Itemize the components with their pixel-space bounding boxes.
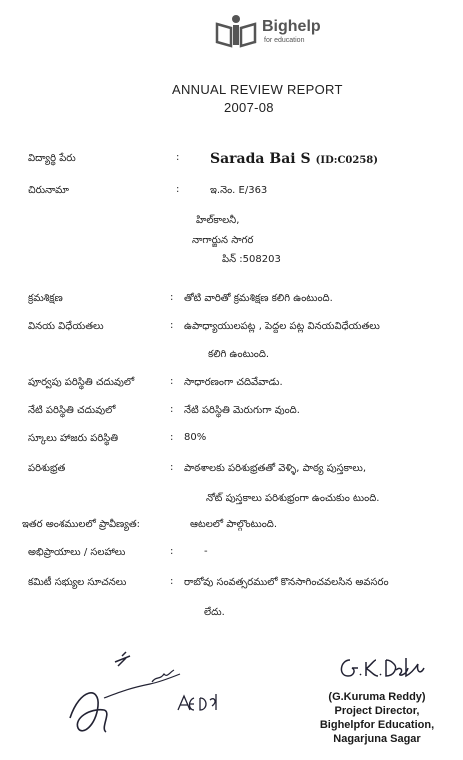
colon: :: [170, 462, 174, 473]
obedience-label: వినయ విధేయతలు: [28, 321, 104, 332]
colon: :: [170, 546, 174, 557]
address-line: పిన్ :508203: [222, 254, 281, 265]
signatory-org: Bighelpfor Education,: [319, 719, 435, 731]
signatory-place: Nagarjuna Sagar: [333, 733, 421, 745]
address-label: చిరునామా: [28, 185, 69, 196]
colon: :: [170, 320, 174, 331]
signatory-name: (G.Kuruma Reddy): [328, 691, 426, 703]
logo: [214, 14, 334, 52]
address-line: హిల్‌కాలనీ,: [196, 215, 240, 226]
attendance-label: స్కూలు హాజరు పరిస్థితి: [28, 433, 119, 444]
hygiene-value: పాఠశాలకు పరిశుభ్రతతో వెళ్ళి, పాఠ్య పుస్తకాలు,: [184, 463, 367, 474]
student-id: (ID:C0258): [315, 155, 378, 166]
hygiene-value-cont: నోట్ పుస్తకాలు పరిశుభ్రంగా ఉంచుకుం టుంది.: [206, 493, 380, 504]
signatory-title: Project Director,: [334, 705, 420, 717]
handwritten-signature-right: [336, 654, 426, 684]
address-line: ఇ.నెం. E/363: [210, 185, 268, 196]
opinions-value: -: [204, 546, 208, 557]
logo-name: Bighelp: [262, 18, 321, 35]
colon: :: [170, 292, 174, 303]
opinions-label: అభిప్రాయాలు / సలహాలు: [28, 547, 126, 558]
current-study-value: నేటి పరిస్థితి మెరుగుగా వుంది.: [184, 405, 300, 416]
handwritten-signature-left: [60, 648, 220, 740]
past-study-value: సాధారణంగా చదివేవాడు.: [184, 377, 283, 388]
current-study-label: నేటి పరిస్థితి చదువులో: [28, 405, 116, 416]
past-study-label: పూర్వపు పరిస్థితి చదువులో: [28, 377, 135, 388]
colon: :: [170, 376, 174, 387]
committee-label: కమిటీ సభ్యుల సూచనలు: [28, 577, 127, 588]
report-year: 2007-08: [224, 100, 274, 115]
student-name-line: [210, 148, 378, 167]
discipline-value: తోటి వారితో క్రమశిక్షణ కలిగి ఉంటుంది.: [184, 293, 333, 304]
colon: :: [176, 184, 180, 195]
colon: :: [176, 152, 180, 163]
obedience-value-cont: కలిగి ఉంటుంది.: [208, 349, 270, 360]
attendance-value: 80%: [184, 432, 207, 443]
other-skills-value: ఆటలలో పాల్గొంటుంది.: [190, 519, 277, 530]
discipline-label: క్రమశిక్షణ: [28, 293, 63, 304]
student-name: Sarada Bai S: [210, 151, 311, 167]
colon: :: [170, 432, 174, 443]
name-label: విద్యార్థి పేరు: [28, 153, 76, 164]
committee-value-cont: లేదు.: [204, 607, 225, 618]
other-skills-label: ఇతర అంశములలో ప్రావీణ్యత:: [22, 519, 141, 530]
logo-tagline: for education: [264, 37, 305, 44]
report-title: ANNUAL REVIEW REPORT: [172, 82, 343, 97]
obedience-value: ఉపాధ్యాయులపట్ల , పెద్దల పట్ల వినయవిధేయతలు: [184, 321, 380, 332]
colon: :: [170, 576, 174, 587]
colon: :: [170, 404, 174, 415]
address-line: నాగార్జున సాగర: [192, 235, 254, 246]
hygiene-label: పరిశుభ్రత: [28, 463, 66, 474]
committee-value: రాబోవు సంవత్సరములో కొనసాగించవలసిన అవసరం: [184, 577, 389, 588]
signature-block: [302, 690, 452, 746]
book-person-icon: [214, 14, 258, 50]
